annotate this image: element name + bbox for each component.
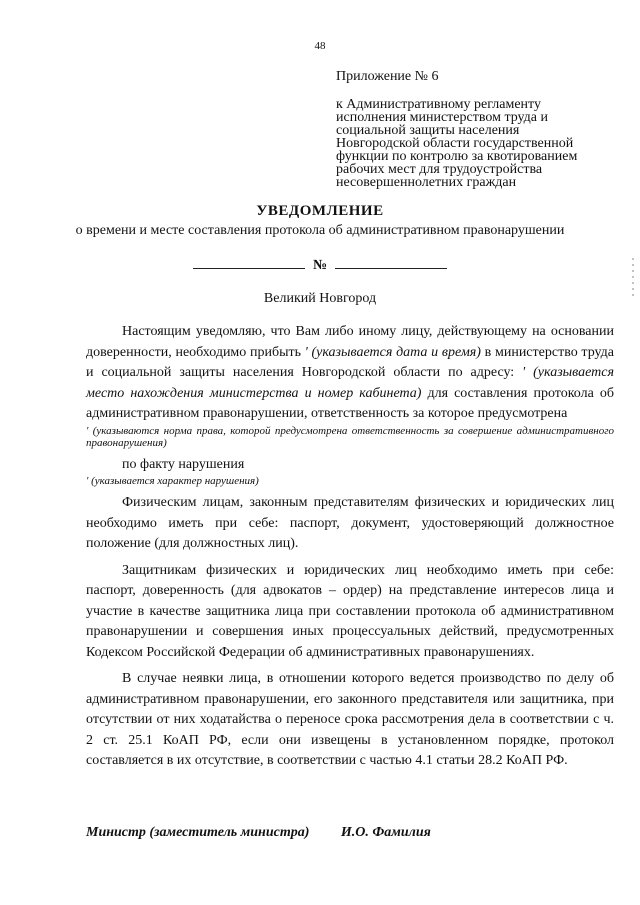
paragraph-individuals: Физическим лицам, законным представителям физических и юридических лиц необходимо иметь при себе: паспорт, документ, удостоверяющий должностное положение (для должностных лиц). [86, 495, 614, 551]
city: Великий Новгород [263, 291, 377, 306]
hint-date-time: ' (указывается дата и время) [304, 344, 481, 360]
number-blank-line [335, 267, 447, 269]
number-sign: № [312, 258, 328, 273]
notice-subtitle: о времени и месте составления протокола об административном правонарушении [75, 223, 565, 238]
notice-body [86, 322, 614, 772]
page-number: 48 [314, 40, 326, 52]
notice-title: УВЕДОМЛЕНИЕ [256, 203, 384, 219]
signatory-name: И.О. Фамилия [340, 825, 431, 840]
notice-number-line [0, 258, 640, 274]
paragraph-absence: В случае неявки лица, в отношении которого ведется производство по делу об административном правонарушении, его законного представителя или защитника, при отсутствии от них ходатайства о переносе срока рассмотрения дела в соответствии с ч. 2 ст. 25.1 КоАП РФ, если они извещены в установленном порядке, протокол составляется в их отсутствие, в соответствии с частью 4.1 статьи 28.2 КоАП РФ. [86, 671, 614, 768]
summons-text-3: для составления протокола об административном правонарушении, ответственность за которое предусмотрена [86, 385, 614, 421]
summons-text-2: в министерство труда и социальной защиты населения Новгородской области по адресу: [86, 344, 614, 380]
note-violation-type: ' (указывается характер нарушения) [86, 475, 259, 487]
scan-margin-marks [632, 258, 634, 298]
appendix-title: Приложение № 6 [336, 69, 439, 84]
summons-text-1: Настоящим уведомляю, что Вам либо иному лицу, действующему на основании доверенности, необходимо прибыть [86, 324, 614, 360]
paragraph-defenders: Защитникам физических и юридических лиц необходимо иметь при себе: паспорт, доверенность (для адвокатов – ордер) на представление интересов лица и участие в качестве защитника лица при составлении протокола об административном правонарушении и совершения иных процессуальных действий, предусмотренных Кодексом Российской Федерации об административных правонарушениях. [86, 562, 614, 660]
signatory-position: Министр (заместитель министра) [86, 825, 310, 840]
note-legal-norm: ' (указываются норма права, которой предусмотрена ответственность за совершение административного правонарушения) [86, 424, 614, 449]
signature-line [86, 825, 431, 841]
paragraph-summons [86, 322, 614, 425]
paragraph-violation: по факту нарушения [122, 456, 245, 472]
appendix-block [336, 70, 606, 189]
appendix-text: к Административному регламенту исполнения министерством труда и социальной защиты населения Новгородской области государственной функции по контролю за квотированием рабочих мест для трудоустройства несовершеннолетних граждан [336, 97, 578, 190]
hint-location: ' (указывается место нахождения министерства и номер кабинета) [86, 365, 614, 401]
date-blank-line [193, 267, 305, 269]
